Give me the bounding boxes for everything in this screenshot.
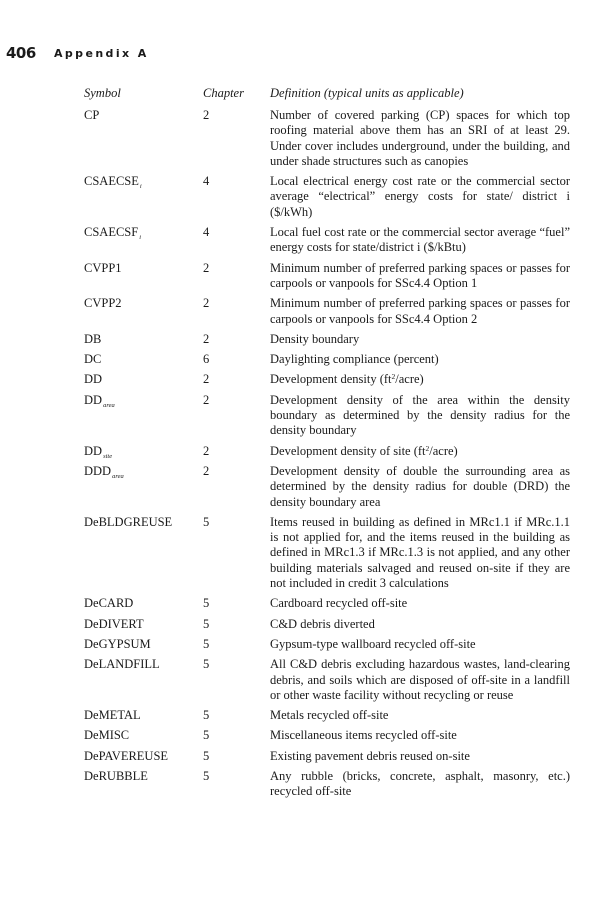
symbol-subscript: area	[112, 472, 124, 480]
table-row	[84, 444, 570, 459]
symbol-cell	[84, 372, 202, 387]
definition-cell: Items reused in building as defined in MRc1.1 if MRc.1.1 is not applied for, and the items reused in the building as defined in MRc1.3 if MRc.1.3 is not applied, and any other building materials salvaged and reused on-site if they are not included in credit 3 calculations	[270, 514, 570, 591]
symbol-cell	[84, 174, 202, 194]
chapter-cell: 5	[203, 657, 210, 672]
table-body	[84, 108, 570, 800]
table-row	[84, 728, 570, 743]
table-row	[84, 352, 570, 367]
symbol-text: CP	[84, 108, 100, 122]
table-row	[84, 108, 570, 169]
symbol-text: DD	[84, 392, 103, 407]
table-row	[84, 637, 570, 652]
symbol-subscript: site	[103, 452, 113, 460]
chapter-cell: 5	[203, 636, 210, 651]
symbol-cell	[84, 728, 202, 743]
symbol-cell	[84, 708, 202, 723]
table-row	[84, 708, 570, 723]
symbol-text: DD	[84, 443, 103, 458]
chapter-cell: 6	[203, 352, 210, 367]
definition-cell: Cardboard recycled off-site	[270, 596, 408, 611]
definition-cell: Local electrical energy cost rate or the commercial sector average “electrical” energy costs for state/ district i ($/kWh)	[270, 174, 570, 219]
table-row	[84, 596, 570, 611]
symbol-cell	[84, 108, 202, 123]
chapter-cell: 4	[203, 174, 210, 189]
table-row	[84, 749, 570, 764]
definition-cell: Local fuel cost rate or the commercial sector average “fuel” energy costs for state/district i ($/kBtu)	[270, 225, 570, 255]
symbol-cell	[84, 352, 202, 367]
header-chapter: Chapter	[203, 86, 244, 100]
symbol-cell	[84, 657, 202, 672]
definition-cell: Development density $(ft^2/acre)$	[270, 372, 424, 387]
symbol-cell	[84, 225, 202, 245]
chapter-cell: 5	[203, 616, 210, 631]
symbol-cell	[84, 596, 202, 611]
definition-cell: Development density of double the surrounding area as determined by the density radius for double (DRD) the density boundary area	[270, 463, 570, 509]
definition-cell: Daylighting compliance (percent)	[270, 352, 439, 367]
chapter-cell: 2	[203, 392, 210, 407]
symbol-cell	[84, 617, 202, 632]
definition-cell: Minimum number of preferred parking spaces or passes for carpools or vanpools for SSc4.4 Option 2	[270, 296, 570, 326]
symbol-text: CSAECSF	[84, 225, 139, 240]
symbol-text: DeDIVERT	[84, 616, 144, 631]
table-row	[84, 769, 570, 800]
symbol-text: CSAECSE	[84, 174, 139, 189]
definition-cell: Existing pavement debris reused on-site	[270, 748, 470, 763]
symbol-cell	[84, 749, 202, 764]
chapter-cell: 2	[203, 108, 210, 122]
symbol-subscript: i	[139, 183, 142, 191]
chapter-cell: 2	[203, 296, 210, 311]
symbol-text: DB	[84, 331, 102, 346]
symbol-text: CVPP2	[84, 296, 122, 311]
chapter-cell: 5	[203, 514, 210, 529]
symbol-cell	[84, 464, 202, 484]
table-header	[84, 86, 570, 108]
symbol-text: DDD	[84, 463, 112, 478]
symbol-text: DeMISC	[84, 728, 130, 743]
symbol-cell	[84, 637, 202, 652]
symbol-cell	[84, 296, 202, 311]
chapter-cell: 5	[203, 748, 210, 763]
definition-cell: Density boundary	[270, 331, 360, 346]
symbol-cell	[84, 444, 202, 464]
table-row	[84, 515, 570, 591]
definition-cell: All C&D debris excluding hazardous wastes, land-clearing debris, and soils which are disposed of off-site in a landfill or other waste facility without recycling or reuse	[270, 657, 570, 702]
chapter-cell: 5	[203, 768, 210, 783]
symbol-text: DeGYPSUM	[84, 636, 151, 651]
definition-cell: Gypsum-type wallboard recycled off-site	[270, 636, 476, 651]
definition-cell: Miscellaneous items recycled off-site	[270, 728, 457, 743]
symbol-text: DeLANDFILL	[84, 657, 160, 672]
header-definition: Definition (typical units as applicable)	[270, 86, 464, 100]
definition-cell: Minimum number of preferred parking spaces or passes for carpools or vanpools for SSc4.4 Option 1	[270, 260, 570, 290]
running-head: Appendix A	[54, 47, 149, 60]
table-row	[84, 174, 570, 220]
symbol-cell	[84, 332, 202, 347]
symbol-text: CVPP1	[84, 260, 122, 275]
table-row	[84, 296, 570, 327]
symbol-text: DC	[84, 352, 102, 367]
chapter-cell: 2	[203, 463, 210, 478]
table-row	[84, 657, 570, 703]
symbol-subscript: i	[139, 234, 142, 242]
table-row	[84, 332, 570, 347]
chapter-cell: 5	[203, 728, 210, 743]
definition-cell: Any rubble (bricks, concrete, asphalt, masonry, etc.) recycled off-site	[270, 768, 570, 799]
table-row	[84, 617, 570, 632]
symbol-text: DeBLDGREUSE	[84, 514, 173, 529]
chapter-cell: 2	[203, 443, 210, 458]
chapter-cell: 5	[203, 708, 210, 723]
symbol-cell	[84, 769, 202, 784]
table-row	[84, 372, 570, 387]
table-row	[84, 261, 570, 292]
chapter-cell: 5	[203, 596, 210, 611]
symbol-text: DeCARD	[84, 596, 134, 611]
chapter-cell: 2	[203, 260, 210, 275]
symbol-cell	[84, 261, 202, 276]
symbol-cell	[84, 515, 202, 530]
definition-cell: Development density of the area within the density boundary as determined by the density radius for the density boundary	[270, 392, 570, 438]
symbol-cell	[84, 393, 202, 413]
definition-cell: Development density of site $(ft^2/acre)$	[270, 443, 458, 458]
symbol-text: DeRUBBLE	[84, 768, 148, 783]
page-number: 406	[6, 44, 36, 62]
definition-cell: Number of covered parking (CP) spaces for which top roofing material above them has an SRI of at least 29. Under cover includes underground, under the building, and under shade structures such as canopies	[270, 108, 570, 168]
symbol-subscript: area	[103, 401, 115, 409]
symbol-text: DePAVEREUSE	[84, 748, 169, 763]
table-row	[84, 393, 570, 439]
definition-cell: Metals recycled off-site	[270, 708, 389, 723]
chapter-cell: 2	[203, 372, 210, 387]
symbol-text: DD	[84, 372, 103, 387]
table-row	[84, 225, 570, 256]
definition-cell: C&D debris diverted	[270, 616, 375, 631]
symbol-table	[84, 86, 570, 805]
symbol-text: DeMETAL	[84, 708, 141, 723]
table-row	[84, 464, 570, 510]
chapter-cell: 4	[203, 225, 210, 240]
header-symbol: Symbol	[84, 86, 121, 100]
chapter-cell: 2	[203, 331, 210, 346]
